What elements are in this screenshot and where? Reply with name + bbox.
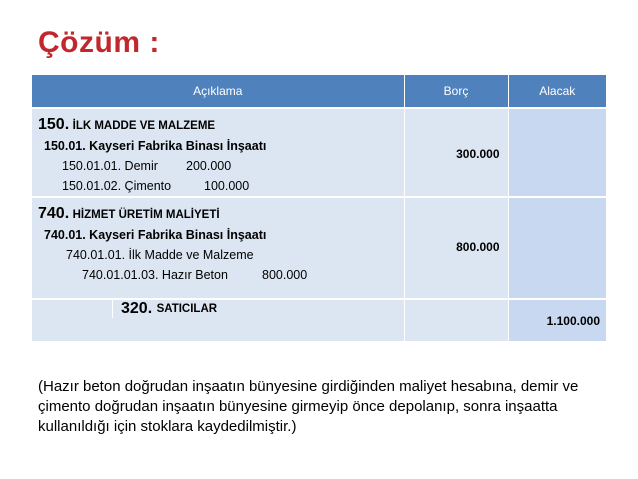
page-title: Çözüm : [38,26,160,59]
detail-label: 150.01.02. Çimento [62,179,172,193]
account-code: 150. [38,116,70,133]
header-alacak: Alacak [508,75,606,108]
sub-account: 740.01. Kayseri Fabrika Binası İnşaatı [44,228,267,242]
table-header-row [32,75,606,108]
explanation-note: (Hazır beton doğrudan inşaatın bünyesine girdiğinden maliyet hesabına, demir ve çimento doğrudan inşaatın bünyesine girmeyip önce depolanıp, sonra inşaatta kullanıldığı için stoklara kaydedilmiştir.) [38,378,579,435]
detail-amount: 200.000 [186,159,232,173]
detail-line [38,156,404,176]
table-row [32,299,606,341]
borc-cell-empty [404,299,508,341]
account-name: HİZMET ÜRETİM MALİYETİ [72,209,220,221]
header-aciklama: Açıklama [32,75,404,108]
alacak-cell-empty [508,197,606,299]
detail-line: 740.01.01. İlk Madde ve Malzeme [66,248,254,262]
borc-amount: 300.000 [456,147,500,161]
header-borc: Borç [404,75,508,108]
borc-amount: 800.000 [456,240,500,254]
detail-label: 150.01.01. Demir [62,159,158,173]
sub-account: 150.01. Kayseri Fabrika Binası İnşaatı [44,139,267,153]
account-name: İLK MADDE VE MALZEME [72,120,216,132]
alacak-cell-empty [508,108,606,197]
detail-line [38,176,404,196]
detail-amount: 800.000 [262,268,308,282]
account-code: 740. [38,205,70,222]
detail-amount: 100.000 [204,179,250,193]
detail-label: 740.01.01.03. Hazır Beton [82,268,228,282]
journal-entry-table [32,75,606,341]
account-name: SATICILAR [156,303,218,315]
table-row [32,108,606,197]
detail-line [38,265,404,285]
account-code: 320. [121,300,153,317]
alacak-amount: 1.100.000 [508,299,606,341]
table-row [32,197,606,299]
